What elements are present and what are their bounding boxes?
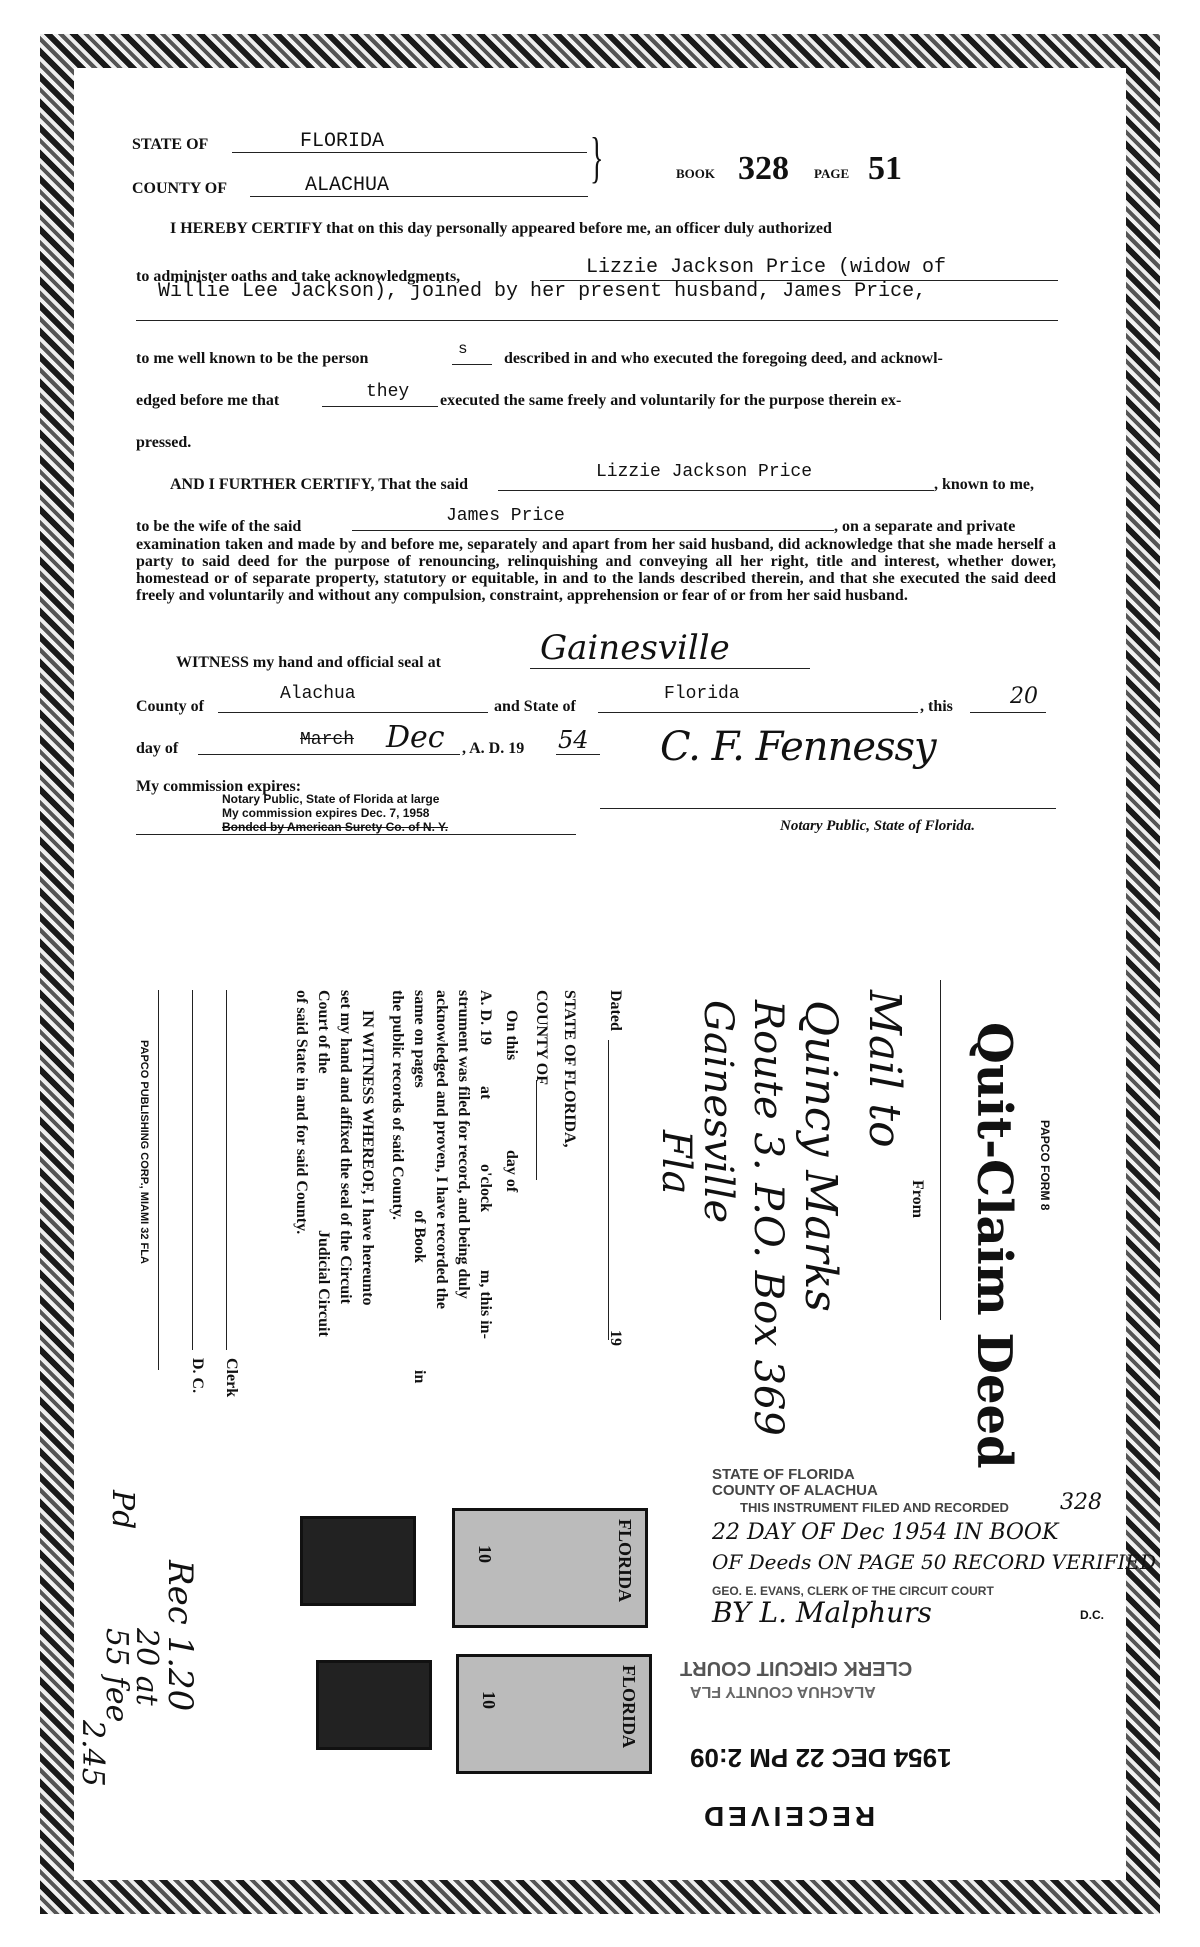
back-in: in bbox=[411, 1370, 428, 1384]
month-underline bbox=[198, 754, 460, 755]
witness-year: 54 bbox=[558, 726, 589, 754]
mail-to: Mail to bbox=[859, 990, 910, 1148]
back-at: at bbox=[477, 1086, 494, 1100]
from-line-1 bbox=[940, 980, 941, 1320]
certify-line-4a: edged before me that bbox=[136, 392, 280, 409]
back-county: COUNTY OF bbox=[533, 990, 550, 1085]
back-rec-2: acknowledged and proven, I have recorded the bbox=[433, 990, 450, 1309]
typed-names-2: Willie Lee Jackson), joined by her present husband, James Price, bbox=[158, 280, 927, 303]
further-line-1b: , known to me, bbox=[934, 476, 1035, 493]
from-label: From bbox=[909, 1180, 926, 1218]
deed-title: Quit-Claim Deed bbox=[966, 1022, 1022, 1469]
back-judicial: Judicial Circuit bbox=[315, 1230, 332, 1337]
back-rec-4: the public records of said County. bbox=[389, 990, 406, 1220]
commission-stamp-1: Notary Public, State of Florida at large bbox=[222, 792, 440, 806]
dc-line bbox=[192, 990, 193, 1350]
brace: } bbox=[590, 127, 604, 189]
names-underline-2 bbox=[136, 320, 1058, 321]
commission-label: My commission expires: bbox=[136, 778, 302, 795]
witness-state-underline bbox=[598, 712, 918, 713]
they-underline bbox=[322, 406, 438, 407]
book-label: BOOK bbox=[676, 166, 716, 181]
back-day-of: day of bbox=[503, 1150, 520, 1193]
doc-stamp-2 bbox=[316, 1660, 432, 1750]
back-dc: D. C. bbox=[189, 1358, 206, 1394]
back-ad: A. D. 19 bbox=[477, 990, 494, 1046]
back-rec-1: strument was filed for record, and being duly bbox=[455, 990, 472, 1299]
back-wit-2: set my hand and affixed the seal of the Circuit bbox=[337, 990, 354, 1304]
addr-name: Quincy Marks bbox=[795, 1000, 846, 1312]
further-husband-name: James Price bbox=[446, 506, 565, 526]
witness-county-underline bbox=[218, 712, 488, 713]
ornamental-border bbox=[40, 34, 1160, 1914]
dated-line bbox=[608, 1040, 609, 1340]
witness-county-label: County of bbox=[136, 698, 205, 715]
witness-ad-label: , A. D. 19 bbox=[462, 740, 525, 757]
month-struck: March bbox=[300, 730, 355, 750]
back-m-this: m, this in- bbox=[477, 1270, 494, 1339]
filing-l6: GEO. E. EVANS, CLERK OF THE CIRCUIT COURT bbox=[712, 1584, 994, 1598]
form-number: PAPCO FORM 8 bbox=[1038, 1120, 1052, 1211]
florida-stamp-2-label: FLORIDA bbox=[619, 1665, 639, 1749]
they: they bbox=[366, 382, 410, 402]
witness-day-label: day of bbox=[136, 740, 179, 757]
filing-l4: 22 DAY OF Dec 1954 IN BOOK bbox=[712, 1520, 1059, 1545]
margin-20-at: 20 at bbox=[129, 1628, 164, 1706]
filing-l7: BY L. Malphurs bbox=[712, 1596, 932, 1629]
back-clerk: Clerk bbox=[223, 1358, 240, 1398]
witness-day: 20 bbox=[1010, 684, 1038, 709]
filing-l2: COUNTY OF ALACHUA bbox=[712, 1482, 878, 1499]
back-of-book: of Book bbox=[411, 1210, 428, 1263]
on-this: On this bbox=[503, 1010, 520, 1061]
publisher: PAPCO PUBLISHING CORP., MIAMI 32 FLA bbox=[138, 1040, 150, 1264]
florida-stamp-1-label: FLORIDA bbox=[615, 1519, 635, 1603]
month-value: Dec bbox=[386, 720, 445, 755]
addr-state: Fla bbox=[653, 1130, 699, 1195]
back-wit-3: Court of the bbox=[315, 990, 332, 1074]
margin-pd: Pd bbox=[105, 1490, 140, 1530]
addr-route: Route 3. P.O. Box 369 bbox=[745, 1000, 791, 1436]
county-label: COUNTY OF bbox=[132, 180, 227, 197]
received-l2: ALACHUA COUNTY FLA bbox=[690, 1683, 876, 1700]
state-value: FLORIDA bbox=[300, 130, 385, 153]
witness-state: Florida bbox=[664, 684, 740, 704]
further-line-1a: AND I FURTHER CERTIFY, That the said bbox=[170, 476, 469, 493]
county-value: ALACHUA bbox=[305, 174, 390, 197]
margin-rec: Rec 1.20 bbox=[160, 1560, 200, 1712]
notary-signature: C. F. Fennessy bbox=[660, 724, 936, 770]
dated-year: 19 bbox=[607, 1330, 624, 1346]
further-underline-2 bbox=[352, 530, 834, 531]
witness-label: WITNESS my hand and official seal at bbox=[176, 654, 441, 671]
received-l4: RECEIVED bbox=[700, 1801, 876, 1832]
county-underline bbox=[250, 196, 588, 197]
county-blank bbox=[536, 1080, 537, 1180]
witness-this-label: , this bbox=[920, 698, 953, 715]
back-rec-3: same on pages bbox=[411, 990, 428, 1088]
certify-line-4b: executed the same freely and voluntarily for the purpose therein ex- bbox=[440, 392, 902, 409]
commission-underline bbox=[136, 834, 576, 835]
commission-stamp-3: Bonded by American Surety Co. of N. Y. bbox=[222, 820, 449, 834]
further-line-2b: , on a separate and private bbox=[834, 518, 1016, 535]
back-wit-4: of said State in and for said County. bbox=[293, 990, 310, 1235]
book-number: 328 bbox=[738, 150, 789, 187]
margin-total: 2.45 bbox=[75, 1720, 110, 1787]
witness-state-label: and State of bbox=[494, 698, 576, 715]
clerk-line bbox=[226, 990, 227, 1350]
back-oclock: o'clock bbox=[477, 1164, 494, 1212]
florida-stamp-2 bbox=[456, 1654, 652, 1774]
certify-line-3a: to me well known to be the person bbox=[136, 350, 369, 367]
certify-line-5: pressed. bbox=[136, 434, 192, 451]
filing-l1: STATE OF FLORIDA bbox=[712, 1466, 855, 1483]
person-underline bbox=[452, 364, 492, 365]
further-underline-1 bbox=[498, 490, 934, 491]
state-label: STATE OF bbox=[132, 136, 209, 153]
back-state: STATE OF FLORIDA, bbox=[561, 990, 578, 1148]
witness-place: Gainesville bbox=[540, 628, 730, 668]
florida-stamp-1-value: 10 bbox=[475, 1545, 495, 1563]
filing-book: 328 bbox=[1060, 1490, 1102, 1515]
left-rule bbox=[158, 990, 159, 1370]
page-number: 51 bbox=[868, 150, 902, 187]
commission-stamp-2: My commission expires Dec. 7, 1958 bbox=[222, 806, 430, 820]
dated-label: Dated bbox=[607, 990, 624, 1031]
typed-names-1: Lizzie Jackson Price (widow of bbox=[586, 256, 947, 279]
filing-l3: THIS INSTRUMENT FILED AND RECORDED bbox=[740, 1500, 1009, 1515]
year-underline bbox=[556, 754, 600, 755]
back-wit-1: IN WITNESS WHEREOF, I have hereunto bbox=[359, 1010, 376, 1306]
further-wife-name: Lizzie Jackson Price bbox=[596, 462, 813, 482]
notary-title: Notary Public, State of Florida. bbox=[780, 818, 975, 834]
filing-l5: OF Deeds ON PAGE 50 RECORD VERIFIED bbox=[712, 1550, 1157, 1574]
witness-day-underline bbox=[970, 712, 1046, 713]
certify-line-1: I HEREBY CERTIFY that on this day personally appeared before me, an officer duly authorized bbox=[170, 220, 832, 237]
received-l1: CLERK CIRCUIT COURT bbox=[680, 1657, 913, 1679]
person-plural: s bbox=[458, 340, 468, 358]
signature-line bbox=[600, 808, 1056, 809]
addr-city: Gainesville bbox=[695, 1000, 741, 1224]
doc-stamp-1 bbox=[300, 1516, 416, 1606]
received-l3: 1954 DEC 22 PM 2:09 bbox=[690, 1743, 952, 1773]
certify-line-3b: described in and who executed the foregoing deed, and acknowl- bbox=[504, 350, 943, 367]
florida-stamp-2-value: 10 bbox=[479, 1691, 499, 1709]
florida-stamp-1 bbox=[452, 1508, 648, 1628]
further-line-2a: to be the wife of the said bbox=[136, 518, 302, 535]
further-paragraph: examination taken and made by and before me, separately and apart from her said husband, did acknowledge that she made herself a party to said deed for the purpose of renouncing, relinquishing and conveying all her right, title and interest, whether dower, homestead or of separate property, statutory or equitable, in and to the lands described therein, and that she executed the said deed freely and voluntarily and without any compulsion, constraint, apprehension or fear of or from her said husband. bbox=[136, 536, 1056, 604]
filing-dc: D.C. bbox=[1080, 1608, 1104, 1622]
certify-line-2: to administer oaths and take acknowledgments, bbox=[136, 268, 461, 285]
witness-county: Alachua bbox=[280, 684, 356, 704]
state-underline bbox=[232, 152, 587, 153]
page-label: PAGE bbox=[814, 166, 850, 181]
witness-place-underline bbox=[530, 668, 810, 669]
margin-fee: 55 fee bbox=[99, 1628, 134, 1723]
